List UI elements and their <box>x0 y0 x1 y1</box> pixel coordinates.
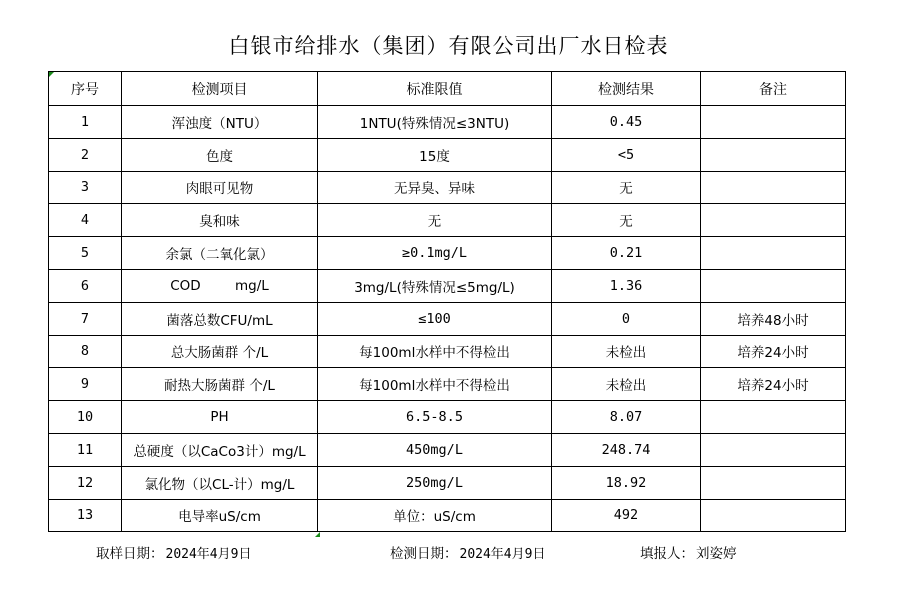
row-number-cell: 5 <box>49 237 122 270</box>
table-row <box>49 237 846 270</box>
test-result-cell: 248.74 <box>552 433 701 466</box>
table-row <box>49 269 846 302</box>
header-cell-no: 序号 <box>49 72 122 106</box>
standard-limit-cell: ≤100 <box>318 302 552 335</box>
standard-limit-cell: 6.5-8.5 <box>318 401 552 434</box>
table-row <box>49 433 846 466</box>
table-row <box>49 302 846 335</box>
table-row <box>49 368 846 401</box>
row-number-cell: 13 <box>49 499 122 532</box>
row-number-cell: 9 <box>49 368 122 401</box>
remark-cell <box>701 171 846 204</box>
standard-limit-cell: 每100ml水样中不得检出 <box>318 368 552 401</box>
standard-limit-cell: 每100ml水样中不得检出 <box>318 335 552 368</box>
test-result-cell: 0.45 <box>552 106 701 139</box>
standard-limit-cell: 1NTU(特殊情况≤3NTU) <box>318 106 552 139</box>
standard-limit-cell: 450mg/L <box>318 433 552 466</box>
test-result-cell: <5 <box>552 138 701 171</box>
row-number-cell: 3 <box>49 171 122 204</box>
header-cell-note: 备注 <box>701 72 846 106</box>
table-row <box>49 499 846 532</box>
row-number-cell: 2 <box>49 138 122 171</box>
test-result-cell: 0 <box>552 302 701 335</box>
reporter-label: 填报人： <box>640 546 694 562</box>
cell-marker-icon <box>49 72 54 77</box>
header-cell-result: 检测结果 <box>552 72 701 106</box>
test-item-cell: 总大肠菌群 个/L <box>122 335 318 368</box>
test-item-cell: 余氯（二氧化氯） <box>122 237 318 270</box>
sampling-date-label: 取样日期： <box>96 546 164 562</box>
page-title: 白银市给排水（集团）有限公司出厂水日检表 <box>228 34 669 58</box>
test-result-cell: 未检出 <box>552 368 701 401</box>
cell-marker-icon <box>315 532 320 537</box>
test-result-cell: 492 <box>552 499 701 532</box>
remark-cell <box>701 204 846 237</box>
test-item-cell: 氯化物（以CL-计）mg/L <box>122 466 318 499</box>
standard-limit-cell: 单位：uS/cm <box>318 499 552 532</box>
remark-cell <box>701 401 846 434</box>
standard-limit-cell: 3mg/L(特殊情况≤5mg/L) <box>318 269 552 302</box>
test-item-cell: PH <box>122 401 318 434</box>
table-row <box>49 171 846 204</box>
standard-limit-cell: ≥0.1mg/L <box>318 237 552 270</box>
row-number-cell: 10 <box>49 401 122 434</box>
remark-cell <box>701 433 846 466</box>
row-number-cell: 8 <box>49 335 122 368</box>
standard-limit-cell: 250mg/L <box>318 466 552 499</box>
test-item-cell: 肉眼可见物 <box>122 171 318 204</box>
inspection-table <box>48 71 846 532</box>
remark-cell: 培养24小时 <box>701 368 846 401</box>
remark-cell <box>701 237 846 270</box>
test-item-cell: 臭和味 <box>122 204 318 237</box>
test-result-cell: 18.92 <box>552 466 701 499</box>
row-number-cell: 7 <box>49 302 122 335</box>
test-item-cell: 耐热大肠菌群 个/L <box>122 368 318 401</box>
reporter <box>640 542 737 562</box>
table-header-row <box>49 72 846 106</box>
sampling-date-value: 2024年4月9日 <box>165 547 252 562</box>
header-cell-item: 检测项目 <box>122 72 318 106</box>
test-result-cell: 1.36 <box>552 269 701 302</box>
test-item-cell: 菌落总数CFU/mL <box>122 302 318 335</box>
remark-cell <box>701 499 846 532</box>
row-number-cell: 4 <box>49 204 122 237</box>
test-result-cell: 无 <box>552 204 701 237</box>
table-row <box>49 138 846 171</box>
remark-cell: 培养24小时 <box>701 335 846 368</box>
remark-cell: 培养48小时 <box>701 302 846 335</box>
sampling-date <box>96 542 251 562</box>
standard-limit-cell: 无 <box>318 204 552 237</box>
testing-date-value: 2024年4月9日 <box>459 547 546 562</box>
table-row <box>49 106 846 139</box>
test-item-cell: 电导率uS/cm <box>122 499 318 532</box>
testing-date-label: 检测日期： <box>390 546 458 562</box>
reporter-name: 刘姿婷 <box>696 546 737 562</box>
row-number-cell: 11 <box>49 433 122 466</box>
standard-limit-cell: 无异臭、异味 <box>318 171 552 204</box>
remark-cell <box>701 269 846 302</box>
test-item-cell: 总硬度（以CaCo3计）mg/L <box>122 433 318 466</box>
testing-date <box>390 542 545 562</box>
table-row <box>49 335 846 368</box>
table-row <box>49 204 846 237</box>
table-row <box>49 466 846 499</box>
test-item-cell: 浑浊度（NTU） <box>122 106 318 139</box>
row-number-cell: 1 <box>49 106 122 139</box>
row-number-cell: 6 <box>49 269 122 302</box>
test-result-cell: 无 <box>552 171 701 204</box>
header-cell-limit: 标准限值 <box>318 72 552 106</box>
remark-cell <box>701 466 846 499</box>
standard-limit-cell: 15度 <box>318 138 552 171</box>
test-item-cell: 色度 <box>122 138 318 171</box>
table-row <box>49 401 846 434</box>
test-result-cell: 0.21 <box>552 237 701 270</box>
remark-cell <box>701 138 846 171</box>
test-result-cell: 未检出 <box>552 335 701 368</box>
test-result-cell: 8.07 <box>552 401 701 434</box>
remark-cell <box>701 106 846 139</box>
row-number-cell: 12 <box>49 466 122 499</box>
test-item-cell: COD mg/L <box>122 269 318 302</box>
